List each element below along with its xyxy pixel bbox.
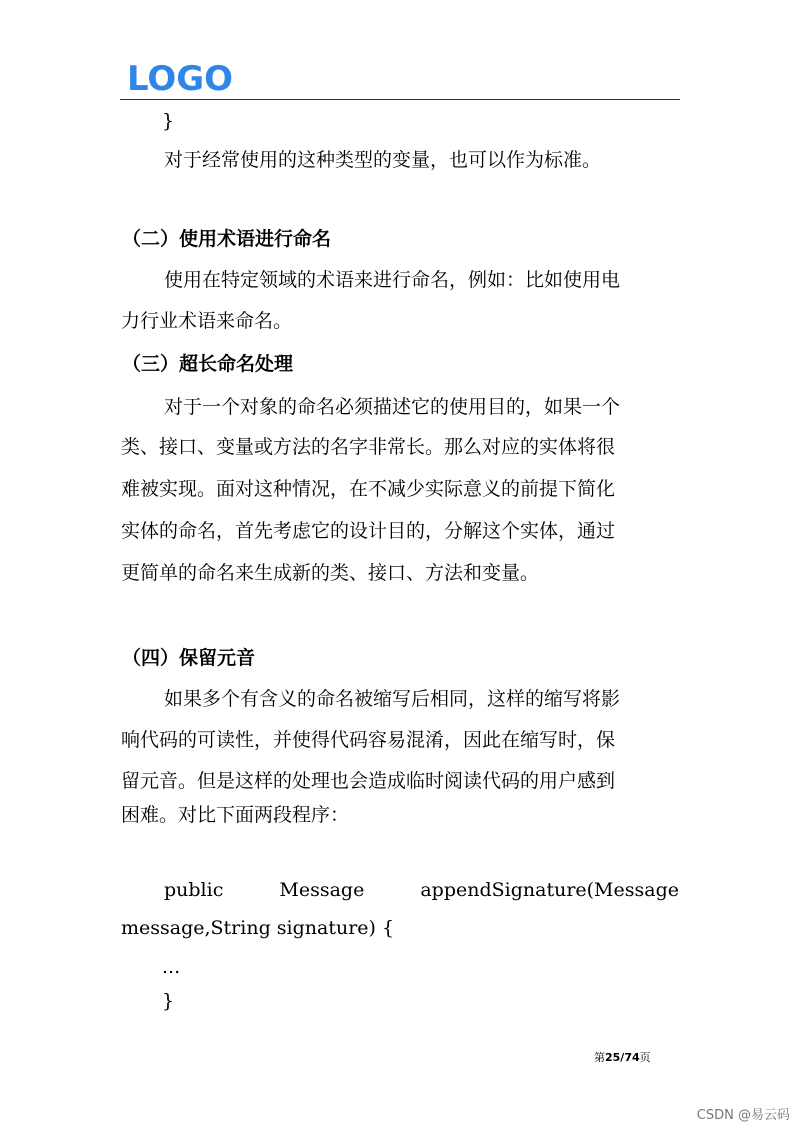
code-word-message: Message [279, 879, 365, 901]
paragraph-4-line-4: 困难。对比下面两段程序： [121, 804, 350, 826]
code-closing-brace-2: } [162, 990, 175, 1012]
paragraph-2-line-1: 使用在特定领域的术语来进行命名，例如：比如使用电 [164, 269, 621, 291]
paragraph-4-line-1: 如果多个有含义的命名被缩写后相同，这样的缩写将影 [164, 688, 621, 710]
code-word-public: public [164, 879, 224, 901]
paragraph-4-line-3: 留元音。但是这样的处理也会造成临时阅读代码的用户感到 [121, 770, 616, 792]
heading-use-terminology: （二）使用术语进行命名 [122, 228, 332, 250]
paragraph-3-line-3: 难被实现。面对这种情况，在不减少实际意义的前提下简化 [121, 478, 616, 500]
header-rule [120, 99, 680, 100]
page-prefix: 第 [594, 1051, 605, 1064]
paragraph-3-line-1: 对于一个对象的命名必须描述它的使用目的，如果一个 [164, 396, 621, 418]
paragraph-4-line-2: 响代码的可读性，并使得代码容易混淆，因此在缩写时，保 [121, 729, 616, 751]
page-number [594, 1049, 651, 1065]
code-signature-line [164, 877, 679, 903]
heading-keep-vowels: （四）保留元音 [122, 647, 256, 669]
page-number-value: 25/74 [605, 1051, 640, 1064]
logo-text: LOGO [127, 60, 233, 94]
csdn-watermark: CSDN @易云码 [696, 1108, 790, 1123]
paragraph-3-line-2: 类、接口、变量或方法的名字非常长。那么对应的实体将很 [121, 436, 616, 458]
code-word-append-signature: appendSignature(Message [420, 879, 679, 901]
paragraph-2-line-2: 力行业术语来命名。 [121, 310, 293, 332]
paragraph-3-line-5: 更简单的命名来生成新的类、接口、方法和变量。 [121, 562, 540, 584]
logo-image [127, 60, 235, 94]
code-closing-brace: } [162, 110, 175, 132]
page-suffix: 页 [639, 1051, 651, 1064]
paragraph-3-line-4: 实体的命名，首先考虑它的设计目的，分解这个实体，通过 [121, 520, 616, 542]
heading-long-name-handling: （三）超长命名处理 [122, 353, 294, 375]
paragraph-1: 对于经常使用的这种类型的变量，也可以作为标准。 [164, 149, 602, 171]
code-params-line: message,String signature) { [121, 917, 395, 939]
code-ellipsis: ... [162, 956, 181, 978]
